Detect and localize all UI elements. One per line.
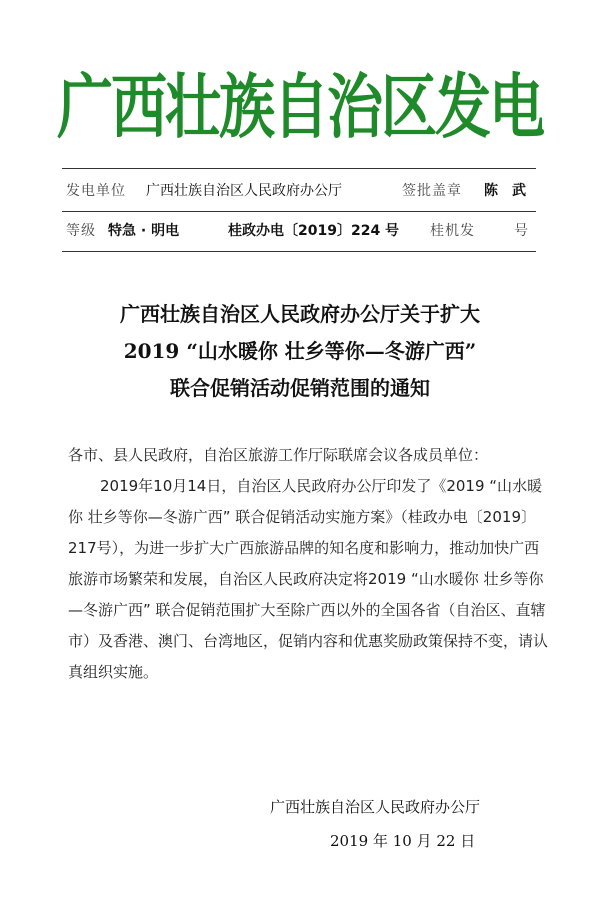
middle-divider (62, 211, 536, 212)
body-paragraph: 2019年10月14日，自治区人民政府办公厅印发了《2019 “山水暖你 壮乡等你—冬游广西” 联合促销活动实施方案》（桂政办电〔2019〕217号），为进一步扩大广西旅游品牌的知名度和影响力，推动加快广西旅游市场繁荣和发展，自治区人民政府决定将2019 “山水暖你 壮乡等你—冬游广西” 联合促销范围扩大至除广西以外的全国各省（自治区、直辖市）及香港、澳门、台湾地区，促销内容和优惠奖励政策保持不变，请认真组织实施。 (68, 477, 549, 681)
title-line-1: 广西壮族自治区人民政府办公厅关于扩大 (120, 302, 480, 326)
document-body (68, 440, 548, 688)
signature-date: 2019 年 10 月 22 日 (330, 832, 476, 850)
grade-value: 特急 · 明电 (108, 223, 180, 239)
doc-number: 桂政办电〔2019〕224 号 (228, 223, 400, 239)
header-title: 广西壮族自治区发电 (57, 67, 543, 149)
document-title (40, 296, 560, 407)
meta-row-grade (66, 220, 536, 242)
top-divider (62, 168, 536, 169)
title-line-2: 2019 “山水暖你 壮乡等你—冬游广西” (123, 339, 477, 363)
sender-value: 广西壮族自治区人民政府办公厅 (146, 183, 342, 199)
sender-label: 发电单位 (66, 183, 126, 199)
signature-org: 广西壮族自治区人民政府办公厅 (270, 798, 481, 816)
approver-label: 签批盖章 (402, 183, 462, 199)
meta-row-sender (66, 180, 536, 202)
bottom-divider (62, 251, 536, 252)
machine-label: 桂机发 (430, 223, 475, 239)
number-suffix: 号 (514, 223, 529, 239)
salutation: 各市、县人民政府，自治区旅游工作厅际联席会议各成员单位： (68, 446, 489, 464)
approver-value: 陈 武 (484, 183, 526, 199)
grade-label: 等级 (66, 223, 96, 239)
title-line-3: 联合促销活动促销范围的通知 (170, 376, 430, 400)
